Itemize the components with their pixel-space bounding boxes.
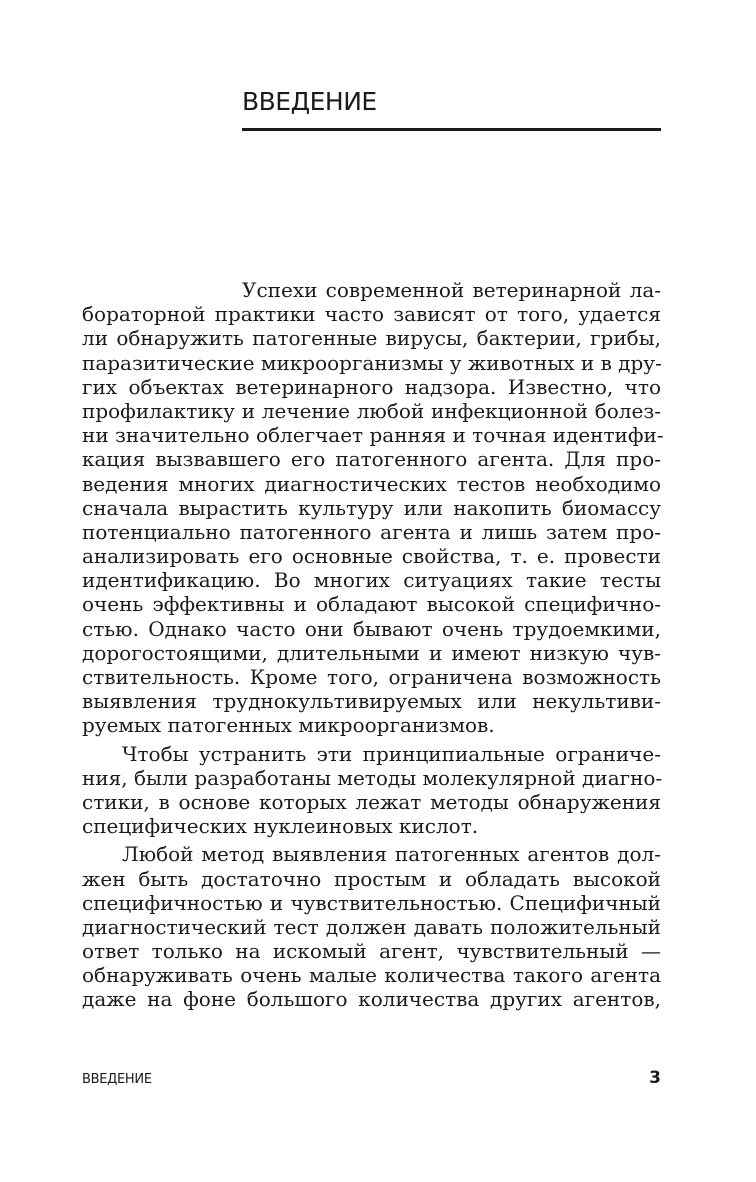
text-line: жен быть достаточно простым и обладать высокой (82, 866, 661, 891)
text-line: ведения многих диагностических тестов необходимо (82, 471, 661, 496)
text-line: обнаруживать очень малые количества такого агента (82, 963, 661, 988)
text-line: идентификацию. Во многих ситуациях такие тесты (82, 568, 661, 593)
text-line: гих объектах ветеринарного надзора. Известно, что (82, 374, 661, 399)
text-line: потенциально патогенного агента и лишь затем про- (82, 519, 661, 544)
text-line: бораторной практики часто зависят от того, удается (82, 302, 661, 327)
text-line: Чтобы устранить эти принципиальные ограниче- (122, 741, 661, 766)
text-line: профилактику и лечение любой инфекционной болез- (82, 398, 661, 423)
text-line: стью. Однако часто они бывают очень трудоемкими, (82, 616, 661, 641)
running-head: ВВЕДЕНИЕ (82, 1072, 152, 1087)
text-line: специфических нуклеиновых кислот. (82, 814, 479, 839)
text-line: диагностический тест должен давать положительный (82, 914, 661, 939)
text-line: стики, в основе которых лежат методы обнаружения (82, 789, 661, 814)
text-line: специфичностью и чувствительностью. Специфичный (82, 890, 661, 915)
text-line: даже на фоне большого количества других агентов, (82, 987, 661, 1012)
page-number: 3 (649, 1068, 661, 1088)
text-line: кация вызвавшего его патогенного агента. Для про- (82, 447, 661, 472)
text-line: ли обнаружить патогенные вирусы, бактерии, грибы, (82, 326, 661, 351)
text-line: ния, были разработаны методы молекулярной диагно- (82, 765, 663, 790)
chapter-title: ВВЕДЕНИЕ (242, 87, 377, 116)
text-line: ни значительно облегчает ранняя и точная идентифи- (82, 423, 664, 448)
body-text (82, 278, 664, 1012)
text-line: анализировать его основные свойства, т. е. провести (82, 544, 661, 569)
text-line: Успехи современной ветеринарной ла- (242, 278, 661, 302)
text-line: ответ только на искомый агент, чувствительный — (82, 939, 661, 964)
text-line: сначала вырастить культуру или накопить биомассу (82, 495, 661, 520)
text-line: руемых патогенных микроорганизмов. (82, 713, 495, 738)
text-line: ствительность. Кроме того, ограничена возможность (82, 665, 661, 689)
text-line: Любой метод выявления патогенных агентов дол- (122, 842, 661, 867)
text-line: выявления труднокультивируемых или некультиви- (82, 689, 661, 714)
title-divider (242, 128, 661, 131)
text-line: дорогостоящими, длительными и имеют низкую чув- (82, 640, 661, 665)
text-line: паразитические микроорганизмы у животных и в дру- (82, 350, 662, 375)
text-line: очень эффективны и обладают высокой специфично- (82, 592, 661, 617)
